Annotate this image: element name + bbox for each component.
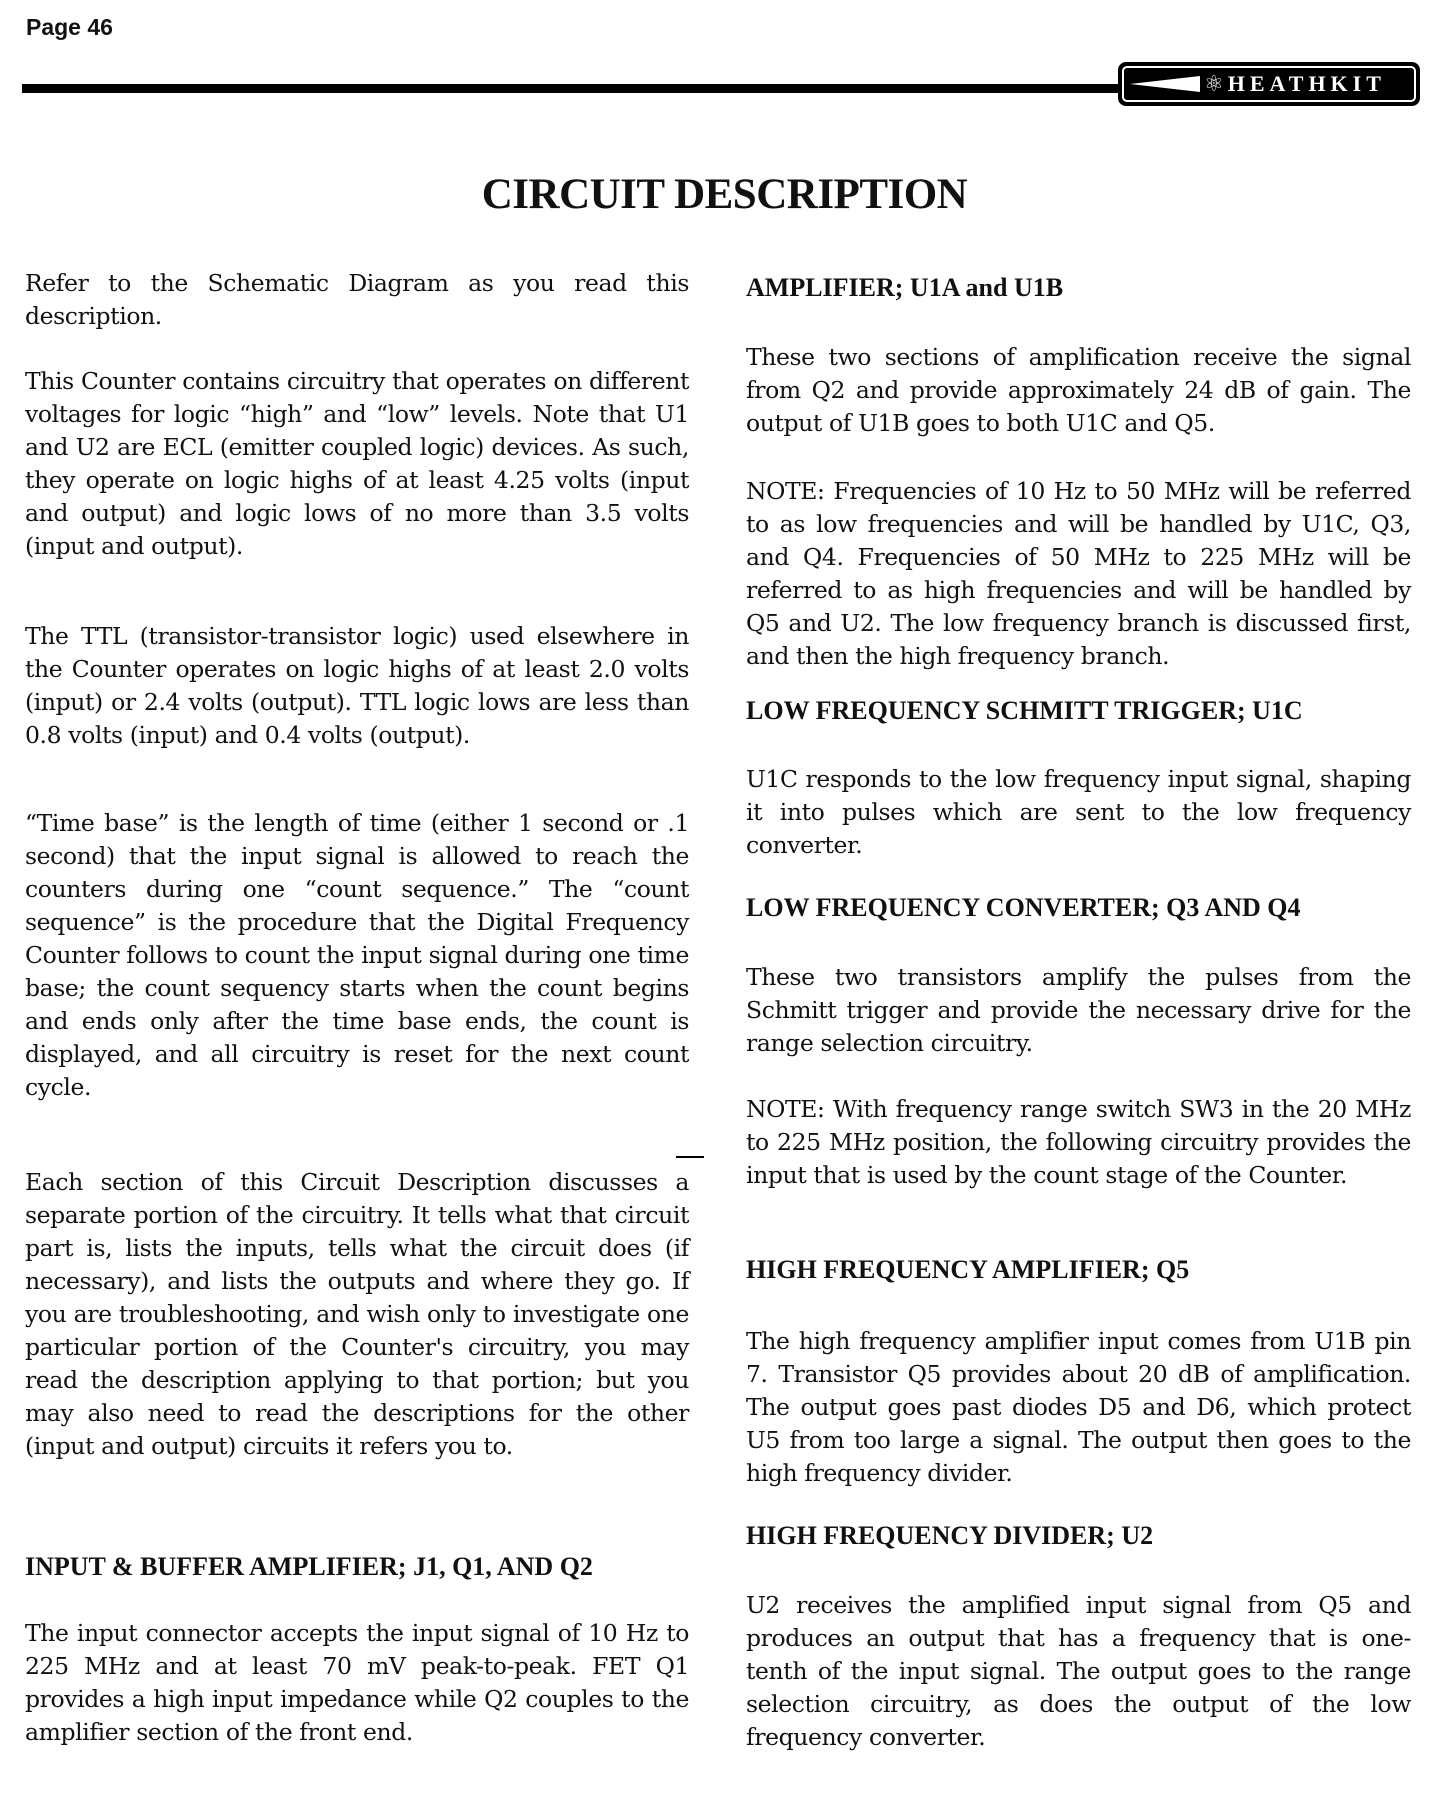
divider xyxy=(676,1156,704,1158)
paragraph: U1C responds to the low frequency input signal, shaping it into pulses which are sent to the low frequency converter. xyxy=(746,765,1411,859)
paragraph: These two transistors amplify the pulses from the Schmitt trigger and provide the necessary drive for the range selection circuitry. xyxy=(746,963,1411,1057)
heathkit-logo xyxy=(1118,62,1420,106)
paragraph: The high frequency amplifier input comes from U1B pin 7. Transistor Q5 provides about 20 dB of amplification. The output goes past diodes D5 and D6, which protect U5 from too large a signal. The output then goes to the high frequency divider. xyxy=(746,1327,1411,1487)
paragraph: These two sections of amplification receive the signal from Q2 and provide approximately 24 dB of gain. The output of U1B goes to both U1C and Q5. xyxy=(746,343,1411,437)
logo-text: HEATHKIT xyxy=(1227,71,1386,96)
section-heading: HIGH FREQUENCY AMPLIFIER; Q5 xyxy=(746,1255,1190,1284)
section-heading: LOW FREQUENCY SCHMITT TRIGGER; U1C xyxy=(746,696,1303,725)
header-rule xyxy=(22,84,1122,93)
paragraph: NOTE: With frequency range switch SW3 in the 20 MHz to 225 MHz position, the following circuitry provides the input that is used by the count stage of the Counter. xyxy=(746,1095,1411,1189)
paragraph: This Counter contains circuitry that operates on different voltages for logic “high” and “low” levels. Note that U1 and U2 are ECL (emitter coupled logic) devices. As such, they operate on logic highs of at least 4.25 volts (input and output) and logic lows of no more than 3.5 volts (input and output). xyxy=(25,367,689,560)
paragraph: Refer to the Schematic Diagram as you read this description. xyxy=(25,269,689,330)
paragraph: The TTL (transistor-transistor logic) used elsewhere in the Counter operates on logic highs of at least 2.0 volts (input) or 2.4 volts (output). TTL logic lows are less than 0.8 volts (input) and 0.4 volts (output). xyxy=(25,622,689,749)
section-heading: AMPLIFIER; U1A and U1B xyxy=(746,273,1064,302)
paragraph: Each section of this Circuit Description discusses a separate portion of the circuitry. It tells what that circuit part is, lists the inputs, tells what the circuit does (if necessary), and lists the outputs and where they go. If you are troubleshooting, and wish only to investigate one particular portion of the Counter's circuitry, you may read the description applying to that portion; but you may also need to read the descriptions for the other (input and output) circuits it refers you to. xyxy=(25,1168,689,1460)
arrow-icon xyxy=(1130,76,1200,92)
paragraph: NOTE: Frequencies of 10 Hz to 50 MHz will be referred to as low frequencies and will be handled by U1C, Q3, and Q4. Frequencies of 50 MHz to 225 MHz will be referred to as high frequencies and will be handled by Q5 and U2. The low frequency branch is discussed first, and then the high frequency branch. xyxy=(746,477,1411,670)
section-heading: INPUT & BUFFER AMPLIFIER; J1, Q1, AND Q2 xyxy=(25,1552,593,1581)
paragraph: The input connector accepts the input signal of 10 Hz to 225 MHz and at least 70 mV peak-to-peak. FET Q1 provides a high input impedance while Q2 couples to the amplifier section of the front end. xyxy=(25,1619,689,1746)
page-number: Page 46 xyxy=(26,14,113,40)
section-heading: HIGH FREQUENCY DIVIDER; U2 xyxy=(746,1521,1154,1550)
atom-icon: ⚛ xyxy=(1204,71,1224,97)
paragraph: “Time base” is the length of time (either 1 second or .1 second) that the input signal is allowed to reach the counters during one “count sequence.” The “count sequence” is the procedure that the Digital Frequency Counter follows to count the input signal during one time base; the count sequency starts when the count begins and ends only after the time base ends, the count is displayed, and all circuitry is reset for the next count cycle. xyxy=(25,809,689,1101)
paragraph: U2 receives the amplified input signal from Q5 and produces an output that has a frequency that is one-tenth of the input signal. The output goes to the range selection circuitry, as does the output of the low frequency converter. xyxy=(746,1591,1411,1751)
page-title: CIRCUIT DESCRIPTION xyxy=(481,171,968,218)
section-heading: LOW FREQUENCY CONVERTER; Q3 AND Q4 xyxy=(746,893,1301,922)
